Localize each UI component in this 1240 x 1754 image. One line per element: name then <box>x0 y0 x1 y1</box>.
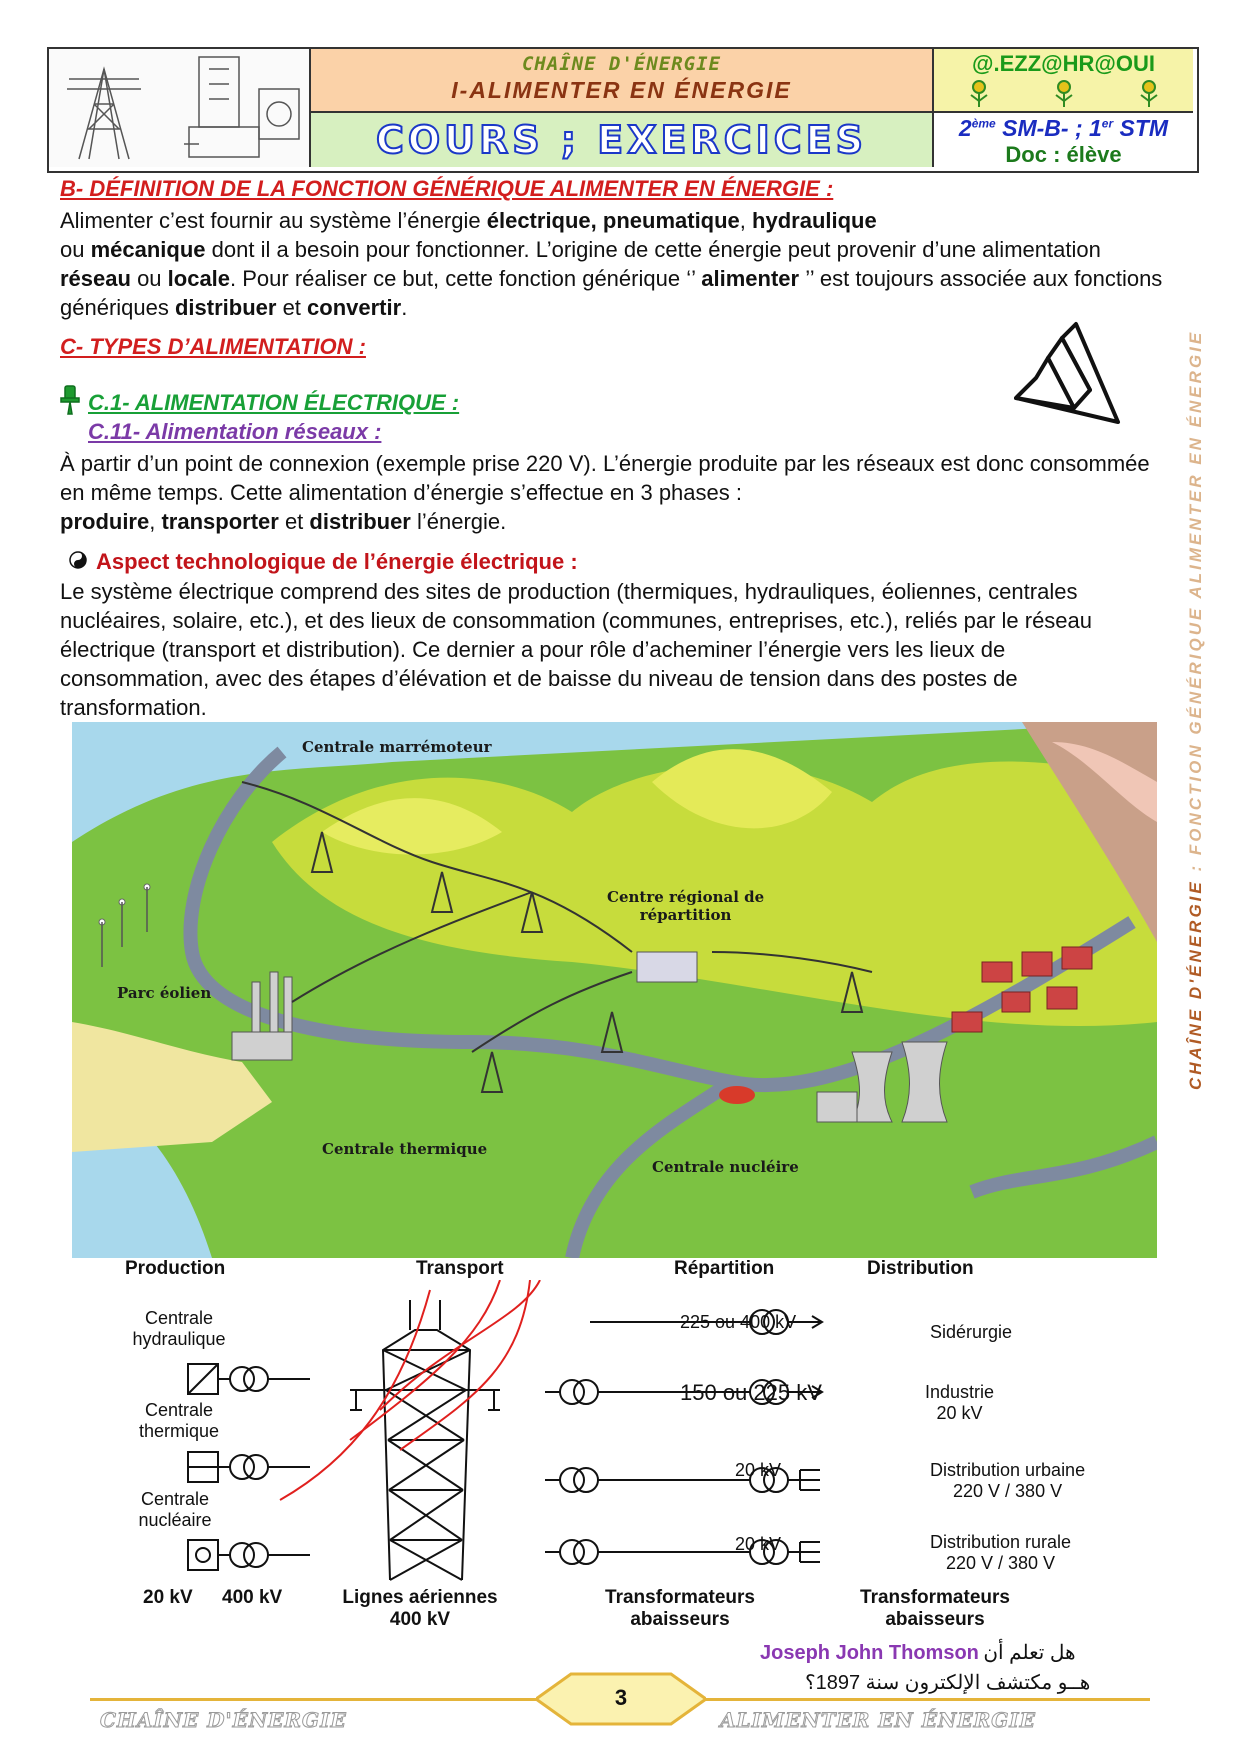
label-centrale-thermique: Centrale thermique <box>322 1140 488 1158</box>
label-transformateurs-2: Transformateurs abaisseurs <box>860 1587 1010 1630</box>
label-centrale-nucleaire: Centrale nucléire <box>652 1158 799 1176</box>
footer-right: ALIMENTER EN ÉNERGIE <box>720 1708 1036 1732</box>
header-chapter: CHAÎNE D'ÉNERGIE <box>521 53 722 75</box>
diagram-production-header: Production <box>125 1258 226 1279</box>
label-r3-20kv: 20 kV <box>735 1460 782 1480</box>
label-lignes-aeriennes: Lignes aériennes 400 kV <box>342 1587 498 1630</box>
label-centrale-thermique-diag: Centrale thermique <box>138 1400 220 1441</box>
aspect-title: Aspect technologique de l’énergie électrique : <box>96 549 578 574</box>
header-illustration <box>49 49 311 167</box>
aspect-paragraph: Le système électrique comprend des sites de production (thermiques, hydrauliques, éoliennes, centrales nucléaires, solaire, etc.), et des lieux de consommation (communes, entreprises, etc.), reliés par le réseau électrique (transport et distribution). Ce dernier a pour rôle d’acheminer l’énergie vers les lieux de consommation, avec des étapes d’élévation et de baisse du niveau de tension dans des postes de transformation. <box>60 579 1093 720</box>
label-industrie: Industrie 20 kV <box>925 1382 995 1423</box>
label-centre-regional: Centre régional de répartition <box>607 888 765 924</box>
side-vertical-title: CHAÎNE D'ÉNERGIE : FONCTION GÉNÉRIQUE ALIMENTER EN ÉNERGIE <box>1186 329 1205 1090</box>
label-distribution-rurale: Distribution rurale 220 V / 380 V <box>930 1532 1072 1573</box>
header-author: @.EZZ@HR@OUI <box>972 51 1155 76</box>
yin-yang-icon <box>68 550 88 570</box>
landscape-drawing <box>72 722 1157 1258</box>
header-author-cell <box>934 49 1193 113</box>
page-number: 3 <box>614 1685 628 1710</box>
label-parc-eolien: Parc éolien <box>117 984 212 1002</box>
label-centrale-hydraulique: Centrale hydraulique <box>132 1308 226 1349</box>
pin-icon <box>58 384 84 416</box>
header-level: 2ème SM-B- ; 1er STM <box>958 115 1169 141</box>
diagram-repartition-header: Répartition <box>674 1258 775 1279</box>
label-225-400kv: 225 ou 400 kV <box>680 1312 797 1332</box>
label-150-225kv: 150 ou 225 kV <box>680 1380 822 1405</box>
section-b-title: B- DÉFINITION DE LA FONCTION GÉNÉRIQUE ALIMENTER EN ÉNERGIE : <box>60 176 834 201</box>
label-400kv: 400 kV <box>222 1587 283 1608</box>
section-c11-title: C.11- Alimentation réseaux : <box>88 419 382 444</box>
label-marremoteur: Centrale marrémoteur <box>302 738 492 756</box>
header-banner-cell <box>311 113 934 167</box>
section-c11-paragraph: À partir d’un point de connexion (exemple prise 220 V). L’énergie produite par les réseaux est donc consommée en même temps. Cette alimentation d’énergie s’effectue en 3 phases : produire, transporter et distribuer l’énergie. <box>60 451 1150 534</box>
label-distribution-urbaine: Distribution urbaine 220 V / 380 V <box>930 1460 1086 1501</box>
fact-line-2: هــو مكتشف الإلكترون سنة 1897؟ <box>805 1672 1091 1694</box>
diagram-transport-header: Transport <box>416 1258 504 1279</box>
header-doc: Doc : élève <box>1005 142 1122 167</box>
fact-line-1: Joseph John Thomson هل تعلم أن <box>760 1642 1076 1664</box>
label-20kv: 20 kV <box>143 1587 193 1608</box>
label-r4-20kv: 20 kV <box>735 1534 782 1554</box>
header-banner: COURS ; EXERCICES <box>375 118 868 162</box>
diagram-distribution-header: Distribution <box>867 1258 974 1279</box>
label-siderurgie: Sidérurgie <box>930 1322 1013 1342</box>
footer-left: CHAÎNE D'ÉNERGIE <box>100 1708 347 1732</box>
label-centrale-nucleaire-diag: Centrale nucléaire <box>138 1489 212 1530</box>
label-transformateurs-1: Transformateurs abaisseurs <box>605 1587 755 1630</box>
section-b-paragraph: Alimenter c’est fournir au système l’énergie électrique, pneumatique, hydraulique ou mécanique dont il a besoin pour fonctionner. L’origine de cette énergie peut provenir d’une alimentation réseau ou locale. Pour réaliser ce but, cette fonction générique ‘’ alimenter ’’ est toujours associée aux fonctions génériques distribuer et convertir. <box>60 208 1163 320</box>
section-c1-title: C.1- ALIMENTATION ÉLECTRIQUE : <box>88 390 460 415</box>
electric-grid-illustration <box>72 722 1157 1258</box>
impossible-triangle-icon <box>1010 318 1122 428</box>
pylon-motor-drawing <box>49 49 309 167</box>
header-level-cell <box>934 113 1193 167</box>
header-lesson: I-ALIMENTER EN ÉNERGIE <box>451 77 792 103</box>
flowers-decoration <box>949 77 1179 107</box>
header-chapter-cell <box>311 49 934 113</box>
section-c-title: C- TYPES D’ALIMENTATION : <box>60 334 366 359</box>
